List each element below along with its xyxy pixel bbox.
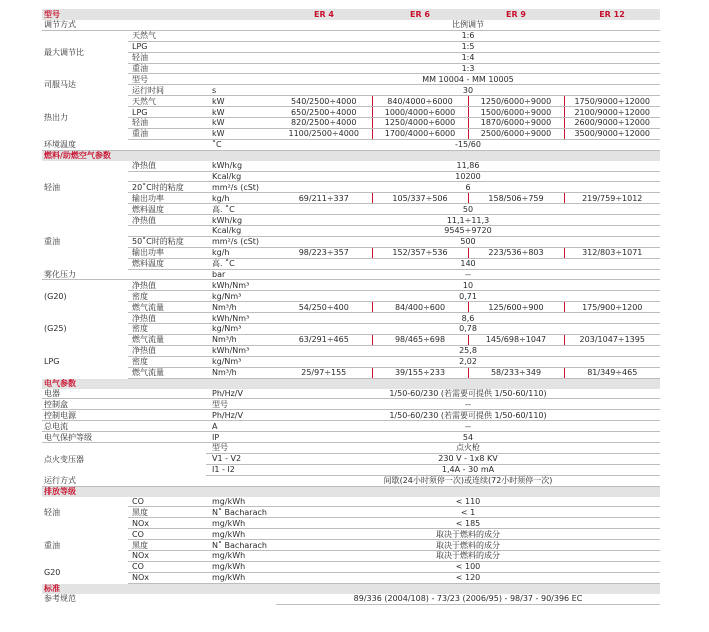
row-value: 230 V - 1x8 KV	[276, 453, 660, 464]
row-unit: Ph/Hz/V	[206, 410, 276, 421]
burner-spec-sheet	[42, 9, 660, 605]
model-header-row	[42, 9, 660, 20]
table-row	[42, 107, 660, 118]
row-sub: 天然气	[128, 30, 276, 41]
table-row	[42, 85, 660, 96]
row-value: 140	[276, 258, 660, 269]
table-row	[42, 302, 660, 313]
row-sub	[128, 226, 206, 237]
standards-label: 参考规范	[44, 594, 76, 604]
row-value: MM 10004 - MM 10005	[276, 74, 660, 85]
table-row	[42, 171, 660, 182]
row-sub: 燃气流量	[128, 367, 206, 378]
heavy-oil-label: 重油	[44, 237, 60, 247]
cell-er4: 63/291÷465	[276, 334, 372, 345]
table-row	[42, 139, 660, 150]
table-row	[42, 215, 660, 226]
row-value: < 185	[276, 518, 660, 529]
row-unit: mg/kWh	[206, 572, 276, 583]
model-er9: ER 9	[468, 9, 564, 20]
em-light-oil-label: 轻油	[44, 508, 60, 518]
cell-er6: 1000/4000÷6000	[372, 107, 468, 118]
regulation-value: 比例调节	[276, 20, 660, 30]
table-row	[42, 442, 660, 453]
row-sub: NOx	[128, 550, 206, 561]
row-value: 1/50-60/230 (若需要可提供 1/50-60/110)	[276, 410, 660, 421]
row-unit: ˚C	[206, 139, 276, 150]
row-unit: mg/kWh	[206, 550, 276, 561]
row-value: 取决于燃料的成分	[276, 529, 660, 540]
row-sub: NOx	[128, 572, 206, 583]
emissions-section-title: 排放等级	[42, 486, 660, 497]
row-sub: 净热值	[128, 215, 206, 226]
servo-label: 司服马达	[44, 80, 76, 90]
row-sub: 燃气流量	[128, 302, 206, 313]
cell-er4: 54/250÷400	[276, 302, 372, 313]
table-row	[42, 182, 660, 193]
thermal-label: 热出力	[44, 113, 68, 123]
row-sub: 重油	[128, 63, 276, 74]
table-row	[42, 529, 660, 540]
row-value: 1/50-60/230 (若需要可提供 1/50-60/110)	[276, 389, 660, 399]
row-value: -15/60	[276, 139, 660, 150]
cell-er4: 98/223÷357	[276, 247, 372, 258]
em-g20-label: G20	[44, 567, 61, 577]
row-sub: 型号	[128, 74, 206, 85]
row-value: < 120	[276, 572, 660, 583]
model-er12: ER 12	[564, 9, 660, 20]
row-value: 10	[276, 280, 660, 291]
cell-er6: 840/4000÷6000	[372, 96, 468, 107]
row-label: 电气保护等级	[42, 432, 206, 443]
row-unit: kWh/Nm³	[206, 313, 276, 324]
row-unit: N˚ Bacharach	[206, 507, 276, 518]
row-sub: 净热值	[128, 313, 206, 324]
row-unit: 型号	[206, 442, 276, 453]
row-sub: 密度	[128, 356, 206, 367]
cell-er12: 203/1047÷1395	[564, 334, 660, 345]
cell-er12: 219/759÷1012	[564, 193, 660, 204]
ambient-label: 环境温度	[42, 139, 206, 150]
table-row	[42, 367, 660, 378]
row-value: 11,86	[276, 161, 660, 171]
row-value: 0,78	[276, 324, 660, 335]
row-unit: Ph/Hz/V	[206, 389, 276, 399]
cell-er4: 820/2500÷4000	[276, 118, 372, 129]
row-unit: kW	[206, 107, 276, 118]
row-value: 30	[276, 85, 660, 96]
row-sub: 净热值	[128, 345, 206, 356]
row-unit: 型号	[206, 399, 276, 410]
row-value: < 100	[276, 561, 660, 572]
row-value: < 1	[276, 507, 660, 518]
table-row	[42, 96, 660, 107]
row-value: 6	[276, 182, 660, 193]
table-row	[42, 313, 660, 324]
row-sub: 50˚C时的粘度	[128, 236, 206, 247]
table-row	[42, 432, 660, 443]
row-sub: 净热值	[128, 280, 206, 291]
cell-er12: 312/803÷1071	[564, 247, 660, 258]
row-unit: kg/h	[206, 193, 276, 204]
table-row	[42, 30, 660, 41]
table-row	[42, 247, 660, 258]
table-row	[42, 52, 660, 63]
section-header	[42, 150, 660, 161]
table-row	[42, 324, 660, 335]
row-label: 控制盒	[42, 399, 206, 410]
row-unit: mm²/s (cSt)	[206, 236, 276, 247]
operation-label: 运行方式	[42, 475, 276, 486]
row-value: 89/336 (2004/108) - 73/23 (2006/95) - 98/37 - 90/396 EC	[276, 594, 660, 604]
cell-er6: 1250/4000÷6000	[372, 118, 468, 129]
table-row	[42, 291, 660, 302]
cell-er4: 69/211÷337	[276, 193, 372, 204]
row-sub: 黑度	[128, 507, 206, 518]
em-heavy-oil-label: 重油	[44, 540, 60, 550]
row-sub: 重油	[128, 128, 206, 139]
spec-table	[42, 9, 660, 605]
table-row	[42, 204, 660, 215]
row-unit: 高. ˚C	[206, 204, 276, 215]
row-sub: 轻油	[128, 118, 206, 129]
row-sub: 轻油	[128, 52, 276, 63]
row-unit: kWh/Nm³	[206, 345, 276, 356]
row-unit: kWh/Nm³	[206, 280, 276, 291]
table-row	[42, 572, 660, 583]
row-sub: 天然气	[128, 96, 206, 107]
cell-er9: 158/506÷759	[468, 193, 564, 204]
electrical-section-title: 电气参数	[42, 378, 660, 389]
cell-er9: 223/536÷803	[468, 247, 564, 258]
table-row	[42, 345, 660, 356]
table-row	[42, 421, 660, 432]
cell-er9: 1870/6000÷9000	[468, 118, 564, 129]
row-sub	[128, 171, 206, 182]
cell-er12: 1750/9000÷12000	[564, 96, 660, 107]
table-row	[42, 475, 660, 486]
row-label: 电器	[42, 389, 206, 399]
table-row	[42, 594, 660, 604]
row-unit: V1 - V2	[206, 453, 276, 464]
row-unit: mm²/s (cSt)	[206, 182, 276, 193]
row-sub: CO	[128, 529, 206, 540]
cell-er9: 2500/6000÷9000	[468, 128, 564, 139]
row-unit: A	[206, 421, 276, 432]
cell-er12: 175/900÷1200	[564, 302, 660, 313]
row-sub: 燃料温度	[128, 204, 206, 215]
row-value: 2,02	[276, 356, 660, 367]
cell-er12: 2600/9000÷12000	[564, 118, 660, 129]
row-unit: mg/kWh	[206, 518, 276, 529]
row-unit: Kcal/kg	[206, 171, 276, 182]
row-unit: kg/h	[206, 247, 276, 258]
row-unit: kWh/kg	[206, 215, 276, 226]
table-row	[42, 74, 660, 85]
fuel-section-title: 燃料/助燃空气参数	[42, 150, 660, 161]
row-sub: 输出功率	[128, 193, 206, 204]
row-value: --	[276, 421, 660, 432]
regulation-label: 调节方式	[42, 20, 276, 30]
row-sub: LPG	[128, 41, 276, 52]
table-row	[42, 161, 660, 171]
section-header	[42, 583, 660, 594]
table-row	[42, 226, 660, 237]
standards-section-title: 标准	[42, 583, 660, 594]
cell-er12: 2100/9000÷12000	[564, 107, 660, 118]
cell-er6: 84/400÷600	[372, 302, 468, 313]
row-value: 25,8	[276, 345, 660, 356]
row-sub: 黑度	[128, 540, 206, 551]
table-row	[42, 128, 660, 139]
row-value: 点火枪	[276, 442, 660, 453]
row-unit: mg/kWh	[206, 561, 276, 572]
row-unit: kW	[206, 96, 276, 107]
table-row	[42, 497, 660, 507]
row-unit: kW	[206, 118, 276, 129]
regulation-row	[42, 20, 660, 30]
row-value: 间歇(24小时须停一次)或连续(72小时须停一次)	[276, 475, 660, 486]
row-value: --	[276, 399, 660, 410]
table-row	[42, 399, 660, 410]
cell-er9: 125/600÷900	[468, 302, 564, 313]
table-row	[42, 269, 660, 280]
table-row	[42, 63, 660, 74]
row-unit: kg/Nm³	[206, 291, 276, 302]
row-value: 500	[276, 236, 660, 247]
row-value: 8,6	[276, 313, 660, 324]
atomizing-label: 雾化压力	[42, 269, 206, 280]
cell-er6: 1700/4000÷6000	[372, 128, 468, 139]
lpg-label: LPG	[44, 357, 60, 367]
row-unit: kWh/kg	[206, 161, 276, 171]
cell-er9: 58/233÷349	[468, 367, 564, 378]
row-sub: 燃气流量	[128, 334, 206, 345]
table-row	[42, 389, 660, 399]
cell-er4: 650/2500÷4000	[276, 107, 372, 118]
cell-er4: 1100/2500÷4000	[276, 128, 372, 139]
row-value: 1,4A - 30 mA	[276, 464, 660, 475]
row-sub: 燃料温度	[128, 258, 206, 269]
row-unit: mg/kWh	[206, 529, 276, 540]
cell-er9: 1250/6000÷9000	[468, 96, 564, 107]
table-row	[42, 518, 660, 529]
table-row	[42, 280, 660, 291]
row-value: 0,71	[276, 291, 660, 302]
table-row	[42, 561, 660, 572]
row-value: --	[276, 269, 660, 280]
row-value: < 110	[276, 497, 660, 507]
table-row	[42, 236, 660, 247]
cell-er12: 3500/9000÷12000	[564, 128, 660, 139]
row-value: 1:3	[276, 63, 660, 74]
row-value: 取决于燃料的成分	[276, 550, 660, 561]
row-label: 控制电源	[42, 410, 206, 421]
row-sub: CO	[128, 561, 206, 572]
row-unit: Nm³/h	[206, 334, 276, 345]
row-sub: LPG	[128, 107, 206, 118]
model-er6: ER 6	[372, 9, 468, 20]
table-row	[42, 258, 660, 269]
row-sub: NOx	[128, 518, 206, 529]
row-label: 总电流	[42, 421, 206, 432]
row-unit: Nm³/h	[206, 302, 276, 313]
row-unit: kg/Nm³	[206, 356, 276, 367]
row-unit: kg/Nm³	[206, 324, 276, 335]
row-unit: Kcal/kg	[206, 226, 276, 237]
ignition-label: 点火变压器	[44, 454, 84, 464]
row-value: 1:5	[276, 41, 660, 52]
cell-er12: 81/349÷465	[564, 367, 660, 378]
g25-label: (G25)	[44, 324, 67, 334]
light-oil-label: 轻油	[44, 183, 60, 193]
cell-er9: 1500/6000÷9000	[468, 107, 564, 118]
row-unit: IP	[206, 432, 276, 443]
row-unit: N˚ Bacharach	[206, 540, 276, 551]
cell-er9: 145/698÷1047	[468, 334, 564, 345]
row-sub: 密度	[128, 324, 206, 335]
section-header	[42, 486, 660, 497]
row-value: 取决于燃料的成分	[276, 540, 660, 551]
cell-er4: 25/97÷155	[276, 367, 372, 378]
row-value: 1:6	[276, 30, 660, 41]
row-sub: 运行时间	[128, 85, 206, 96]
row-unit: 高. ˚C	[206, 258, 276, 269]
row-value: 50	[276, 204, 660, 215]
table-row	[42, 41, 660, 52]
table-row	[42, 193, 660, 204]
row-sub: 密度	[128, 291, 206, 302]
table-row	[42, 118, 660, 129]
table-row	[42, 334, 660, 345]
row-unit: Nm³/h	[206, 367, 276, 378]
row-unit: kW	[206, 128, 276, 139]
row-unit	[206, 74, 276, 85]
cell-er6: 98/465÷698	[372, 334, 468, 345]
row-value: 10200	[276, 171, 660, 182]
table-row	[42, 540, 660, 551]
model-er4: ER 4	[276, 9, 372, 20]
cell-er4: 540/2500÷4000	[276, 96, 372, 107]
cell-er6: 39/155÷233	[372, 367, 468, 378]
cell-er6: 105/337÷506	[372, 193, 468, 204]
section-header	[42, 378, 660, 389]
row-value: 54	[276, 432, 660, 443]
turndown-label: 最大调节比	[44, 47, 84, 57]
row-unit: s	[206, 85, 276, 96]
row-unit: mg/kWh	[206, 497, 276, 507]
cell-er6: 152/357÷536	[372, 247, 468, 258]
row-sub: 输出功率	[128, 247, 206, 258]
row-sub: 净热值	[128, 161, 206, 171]
table-row	[42, 410, 660, 421]
row-value: 9545÷9720	[276, 226, 660, 237]
table-row	[42, 507, 660, 518]
row-value: 11,1÷11,3	[276, 215, 660, 226]
row-sub: 20˚C时的粘度	[128, 182, 206, 193]
table-row	[42, 550, 660, 561]
row-sub: CO	[128, 497, 206, 507]
row-unit: bar	[206, 269, 276, 280]
table-row	[42, 356, 660, 367]
row-unit: I1 - I2	[206, 464, 276, 475]
model-label: 型号	[42, 9, 276, 20]
g20-label: (G20)	[44, 292, 67, 302]
row-value: 1:4	[276, 52, 660, 63]
